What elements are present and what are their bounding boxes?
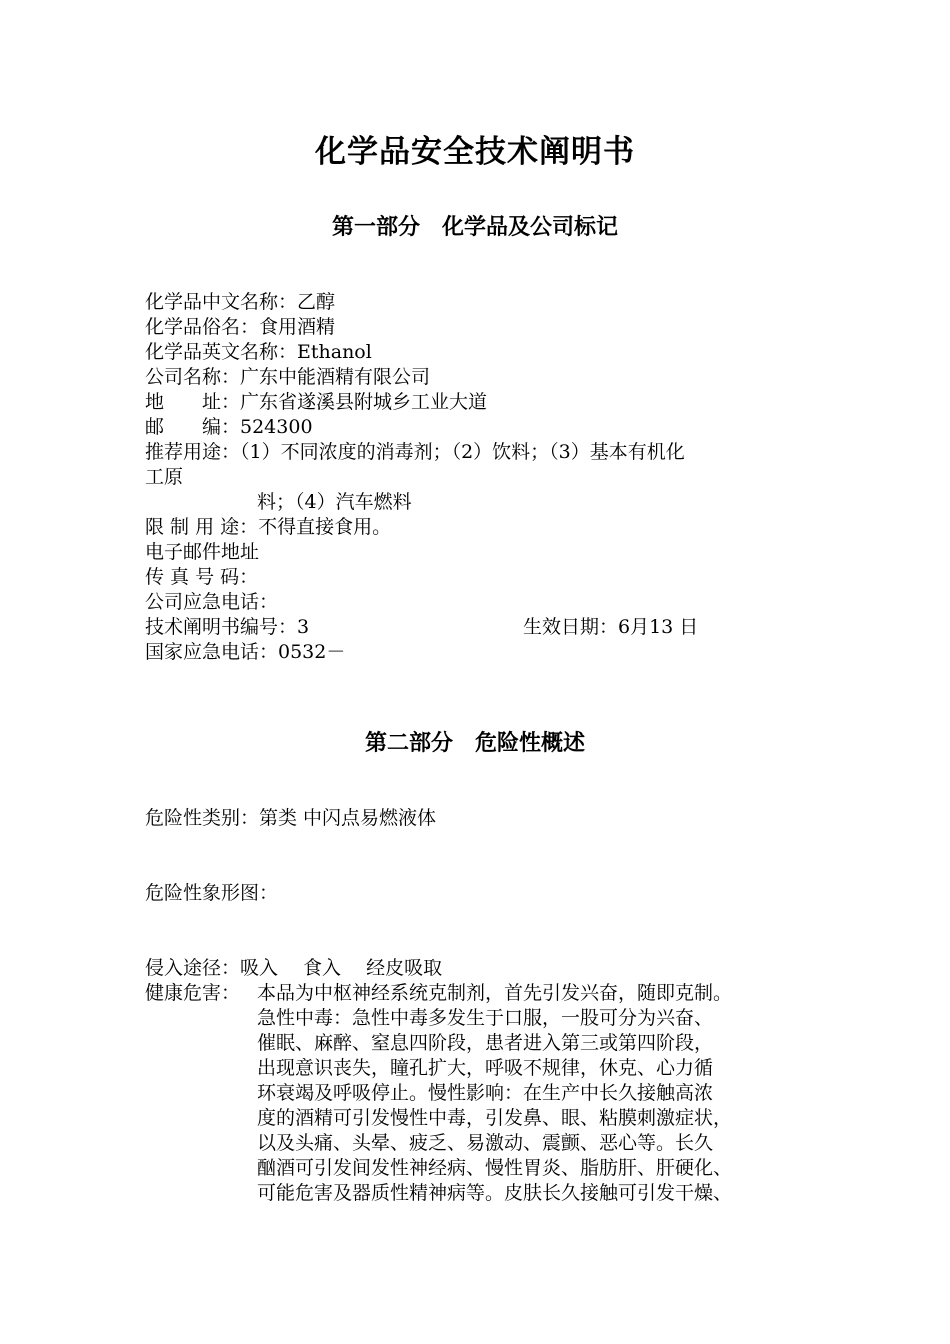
health-text-line: 酗酒可引发间发性神经病、慢性胃炎、脂肪肝、肝硬化、: [257, 1157, 733, 1179]
section1-heading: 第一部分 化学品及公司标记: [331, 215, 618, 240]
field-doc-number: 技术阐明书编号：3: [145, 616, 310, 638]
field-recommended-use: 推荐用途：（1）不同浓度的消毒剂；（2）饮料；（3）基本有机化: [145, 441, 685, 463]
field-fax: 传 真 号 码：: [145, 566, 259, 588]
health-text-line: 急性中毒：急性中毒多发生于口服，一股可分为兴奋、: [257, 1007, 714, 1029]
health-text-line: 环衰竭及呼吸停止。慢性影响：在生产中长久接触高浓: [257, 1082, 714, 1104]
health-text-line: 度的酒精可引发慢性中毒，引发鼻、眼、粘膜刺激症状，: [257, 1107, 733, 1129]
health-text-line: 可能危害及器质性精神病等。皮肤长久接触可引发干燥、: [257, 1182, 733, 1204]
field-email: 电子邮件地址: [145, 541, 260, 563]
section2-heading: 第二部分 危险性概述: [364, 731, 585, 756]
health-text-line: 催眠、麻醉、窒息四阶段，患者进入第三或第四阶段，: [257, 1032, 714, 1054]
field-effective-date: 生效日期：6月13 日: [523, 616, 699, 638]
field-restricted-use: 限 制 用 途：不得直接食用。: [145, 516, 392, 538]
field-company-phone: 公司应急电话：: [145, 591, 279, 613]
field-postcode: 邮 编：524300: [145, 416, 313, 438]
field-route: 侵入途径：吸入 食入 经皮吸取: [145, 957, 443, 979]
field-common-name: 化学品俗名：食用酒精: [145, 316, 336, 338]
field-health-label: 健康危害：: [145, 982, 241, 1004]
field-pictogram: 危险性象形图：: [145, 882, 279, 904]
document-title: 化学品安全技术阐明书: [315, 134, 635, 170]
field-recommended-use-cont: 工原: [145, 466, 184, 488]
field-company-name: 公司名称：广东中能酒精有限公司: [145, 366, 431, 388]
field-english-name: 化学品英文名称：Ethanol: [145, 341, 372, 363]
field-hazard-class: 危险性类别：第类 中闪点易燃液体: [145, 807, 437, 829]
health-text-line: 本品为中枢神经系统克制剂，首先引发兴奋，随即克制。: [257, 982, 733, 1004]
health-text-line: 出现意识丧失，瞳孔扩大，呼吸不规律，休克、心力循: [257, 1057, 714, 1079]
field-recommended-use-cont2: 料；（4）汽车燃料: [257, 491, 412, 513]
field-address: 地 址：广东省遂溪县附城乡工业大道: [145, 391, 488, 413]
field-national-phone: 国家应急电话：0532－: [145, 641, 346, 663]
health-text-line: 以及头痛、头晕、疲乏、易激动、震颤、恶心等。长久: [257, 1132, 714, 1154]
field-chinese-name: 化学品中文名称：乙醇: [145, 291, 336, 313]
